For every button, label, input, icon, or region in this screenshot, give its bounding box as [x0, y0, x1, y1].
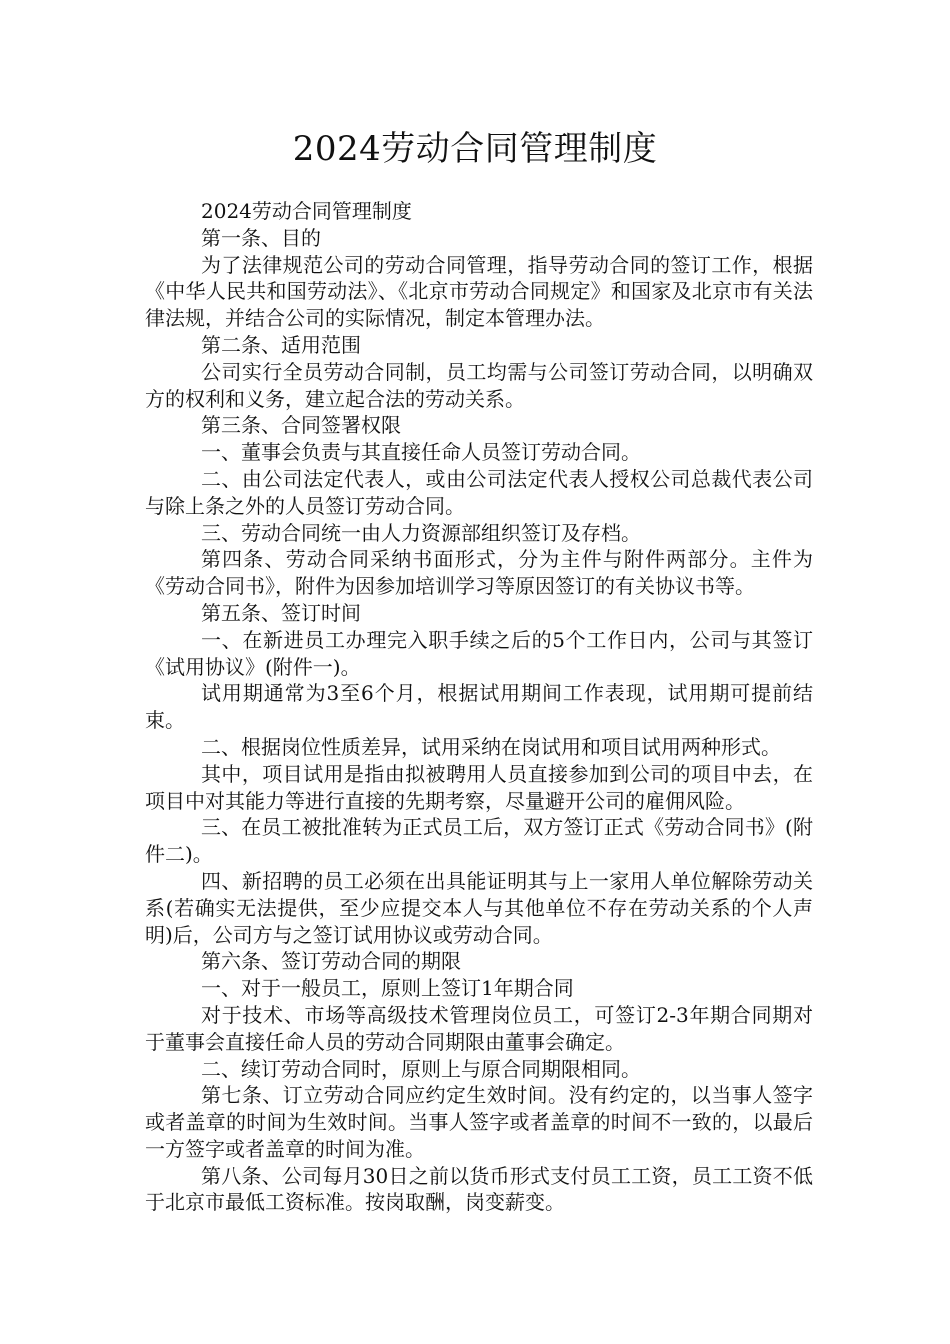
paragraph: 公司实行全员劳动合同制，员工均需与公司签订劳动合同，以明确双方的权利和义务，建立起合法的劳动关系。: [145, 359, 813, 411]
paragraph: 二、续订劳动合同时，原则上与原合同期限相同。: [201, 1056, 641, 1081]
paragraph: 一、董事会负责与其直接任命人员签订劳动合同。: [201, 440, 641, 465]
paragraph: 一、对于一般员工，原则上签订1年期合同: [201, 976, 574, 1001]
paragraph: 二、由公司法定代表人，或由公司法定代表人授权公司总裁代表公司与除上条之外的人员签订劳动合同。: [145, 466, 813, 518]
paragraph: 一、在新进员工办理完入职手续之后的5个工作日内，公司与其签订《试用协议》(附件一)。: [145, 627, 813, 679]
paragraph: 三、在员工被批准转为正式员工后，双方签订正式《劳动合同书》(附件二)。: [145, 815, 813, 867]
paragraph: 三、劳动合同统一由人力资源部组织签订及存档。: [201, 520, 641, 545]
paragraph: 2024劳动合同管理制度: [201, 199, 412, 223]
paragraph: 四、新招聘的员工必须在出具能证明其与上一家用人单位解除劳动关系(若确实无法提供，至少应提交本人与其他单位不存在劳动关系的个人声明)后，公司方与之签订试用协议或劳动合同。: [145, 868, 813, 947]
paragraph: 第七条、订立劳动合同应约定生效时间。没有约定的，以当事人签字或者盖章的时间为生效时间。当事人签字或者盖章的时间不一致的，以最后一方签字或者盖章的时间为准。: [145, 1083, 813, 1161]
paragraph: 第八条、公司每月30日之前以货币形式支付员工工资，员工工资不低于北京市最低工资标准。按岗取酬，岗变薪变。: [145, 1163, 813, 1215]
paragraph: 第四条、劳动合同采纳书面形式，分为主件与附件两部分。主件为《劳动合同书》，附件为因参加培训学习等原因签订的有关协议书等。: [145, 547, 813, 599]
paragraph: 为了法律规范公司的劳动合同管理，指导劳动合同的签订工作，根据《中华人民共和国劳动法》、《北京市劳动合同规定》和国家及北京市有关法律法规，并结合公司的实际情况，制定本管理办法。: [145, 252, 813, 331]
section-heading: 第六条、签订劳动合同的期限: [201, 949, 461, 974]
section-heading: 第二条、适用范围: [201, 332, 361, 357]
paragraph: 其中，项目试用是指由拟被聘用人员直接参加到公司的项目中去，在项目中对其能力等进行直接的先期考察，尽量避开公司的雇佣风险。: [145, 761, 813, 813]
section-heading: 第三条、合同签署权限: [201, 413, 401, 438]
paragraph: 试用期通常为3至6个月，根据试用期间工作表现，试用期可提前结束。: [145, 681, 813, 733]
document-body: [145, 198, 813, 1216]
document-title: 2024劳动合同管理制度: [292, 129, 658, 169]
paragraph: 对于技术、市场等高级技术管理岗位员工，可签订2-3年期合同期对于董事会直接任命人员的劳动合同期限由董事会确定。: [145, 1002, 813, 1054]
section-heading: 第五条、签订时间: [201, 600, 361, 625]
paragraph: 二、根据岗位性质差异，试用采纳在岗试用和项目试用两种形式。: [201, 734, 781, 759]
section-heading: 第一条、目的: [201, 225, 321, 250]
